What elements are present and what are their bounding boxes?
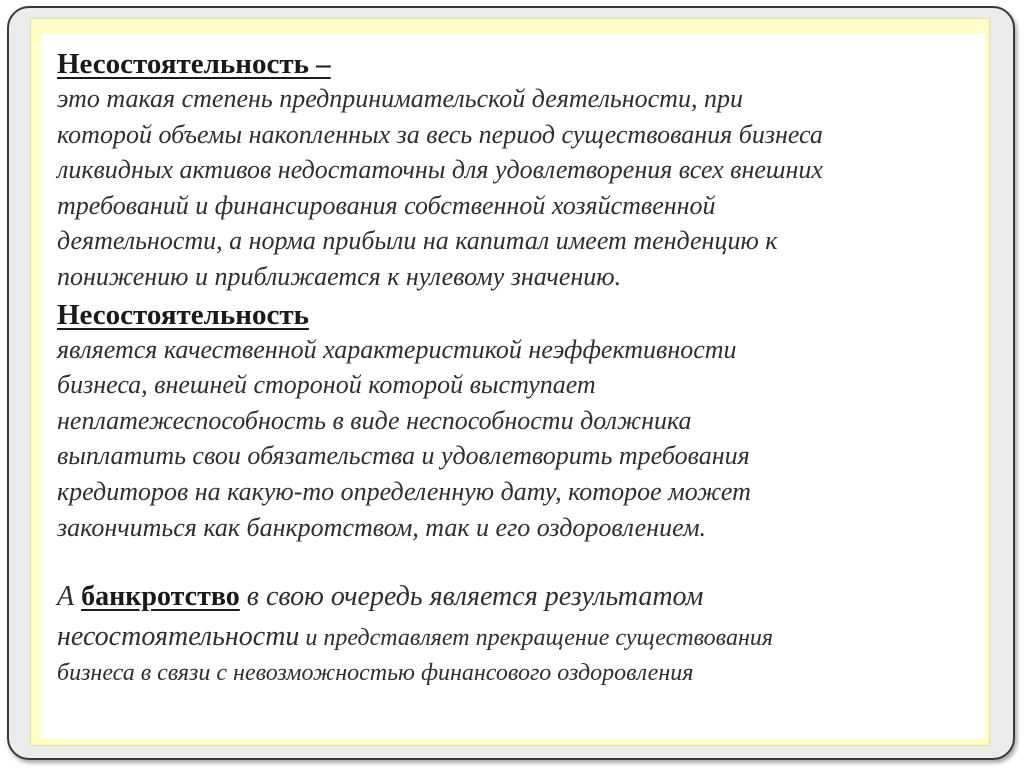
definition-2-line: неплатежеспособность в виде неспособности должника xyxy=(57,405,692,435)
definition-2-line: является качественной характеристикой неэффективности xyxy=(57,334,737,364)
conclusion xyxy=(57,579,985,690)
definition-1-line: понижению и приближается к нулевому значению. xyxy=(57,261,622,291)
conclusion-line-1 xyxy=(57,579,985,615)
definition-1-line: требований и финансирования собственной хозяйственной xyxy=(57,190,716,220)
slide-content xyxy=(41,33,985,739)
definition-1-text xyxy=(57,81,977,295)
definition-1-heading: Несостоятельность – xyxy=(57,48,331,80)
conclusion-prefix: А xyxy=(57,581,82,613)
definition-1-line: ликвидных активов недостаточны для удовлетворения всех внешних xyxy=(57,155,823,185)
definition-1-line: это такая степень предпринимательской деятельности, при xyxy=(57,84,743,113)
insolvency-term: несостоятельности xyxy=(57,621,300,653)
conclusion-line-1-rest: в свою очередь является результатом xyxy=(239,581,704,613)
spacer xyxy=(57,545,985,579)
conclusion-line-2-rest: и представляет прекращение существования xyxy=(299,625,773,652)
conclusion-line-3: бизнеса в связи с невозможностью финансового оздоровления xyxy=(57,660,694,687)
bankruptcy-term: банкротство xyxy=(81,581,240,613)
conclusion-line-2 xyxy=(57,619,985,656)
definition-2 xyxy=(57,298,985,546)
definition-2-heading: Несостоятельность xyxy=(57,298,309,331)
definition-1 xyxy=(57,47,985,295)
definition-1-line: которой объемы накопленных за весь период существования бизнеса xyxy=(57,119,823,149)
definition-2-line: бизнеса, внешней стороной которой выступает xyxy=(57,370,596,400)
definition-1-line: деятельности, а норма прибыли на капитал имеет тенденцию к xyxy=(57,226,778,256)
definition-2-text xyxy=(57,332,977,546)
definition-2-line: закончиться как банкротством, так и его оздоровлением. xyxy=(57,512,707,542)
definition-2-line: кредиторов на какую-то определенную дату, которое может xyxy=(57,476,751,506)
definition-2-line: выплатить свои обязательства и удовлетворить требования xyxy=(57,441,750,471)
